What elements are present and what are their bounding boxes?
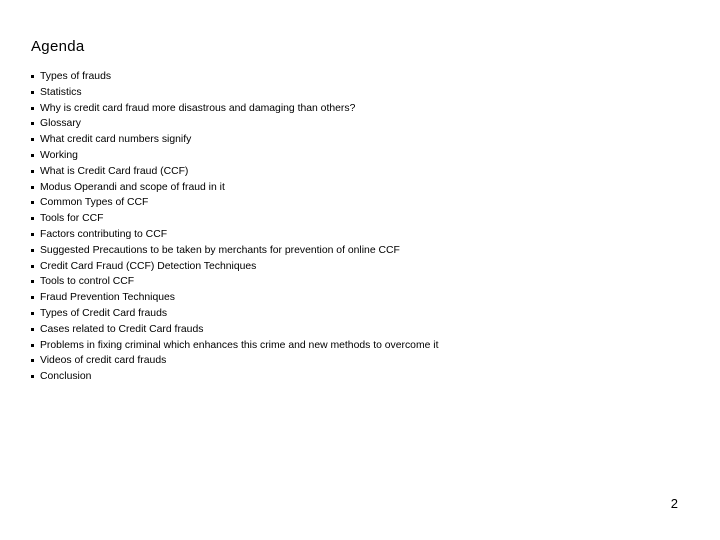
agenda-item <box>31 227 438 243</box>
bullet-icon <box>31 91 34 94</box>
agenda-item-text: Conclusion <box>40 371 92 383</box>
bullet-icon <box>31 265 34 268</box>
page-number: 2 <box>670 496 678 511</box>
agenda-item-text: Types of Credit Card frauds <box>40 307 168 319</box>
bullet-icon <box>31 201 34 204</box>
bullet-icon <box>31 312 34 315</box>
bullet-icon <box>31 233 34 236</box>
agenda-item <box>31 322 438 338</box>
agenda-item <box>31 164 438 180</box>
agenda-item <box>31 306 438 322</box>
agenda-item-text: Suggested Precautions to be taken by merchants for prevention of online CCF <box>40 244 400 256</box>
agenda-item-text: What is Credit Card fraud (CCF) <box>40 165 189 177</box>
agenda-item <box>31 148 438 164</box>
slide-title: Agenda <box>31 38 85 55</box>
bullet-icon <box>31 375 34 378</box>
bullet-icon <box>31 170 34 173</box>
agenda-item-text: Cases related to Credit Card frauds <box>40 323 204 335</box>
agenda-item-text: Why is credit card fraud more disastrous and damaging than others? <box>40 102 356 114</box>
agenda-item-text: Tools to control CCF <box>40 276 135 288</box>
bullet-icon <box>31 107 34 110</box>
agenda-item <box>31 101 438 117</box>
agenda-item <box>31 211 438 227</box>
agenda-item <box>31 243 438 259</box>
bullet-icon <box>31 328 34 331</box>
bullet-icon <box>31 138 34 141</box>
agenda-item <box>31 195 438 211</box>
agenda-item-text: What credit card numbers signify <box>40 134 192 146</box>
agenda-item <box>31 338 438 354</box>
agenda-item-text: Credit Card Fraud (CCF) Detection Techniques <box>40 260 257 272</box>
agenda-item <box>31 132 438 148</box>
agenda-item <box>31 180 438 196</box>
agenda-item <box>31 290 438 306</box>
bullet-icon <box>31 154 34 157</box>
agenda-item-text: Fraud Prevention Techniques <box>40 292 175 304</box>
agenda-list <box>31 69 438 385</box>
agenda-item <box>31 259 438 275</box>
agenda-item-text: Statistics <box>40 86 82 98</box>
agenda-item <box>31 274 438 290</box>
agenda-item-text: Videos of credit card frauds <box>40 355 167 367</box>
agenda-item-text: Working <box>40 149 78 161</box>
bullet-icon <box>31 75 34 78</box>
bullet-icon <box>31 122 34 125</box>
bullet-icon <box>31 217 34 220</box>
agenda-item-text: Factors contributing to CCF <box>40 228 168 240</box>
agenda-item <box>31 85 438 101</box>
bullet-icon <box>31 186 34 189</box>
agenda-item <box>31 116 438 132</box>
agenda-item <box>31 69 438 85</box>
agenda-item-text: Problems in fixing criminal which enhances this crime and new methods to overcome it <box>40 339 439 351</box>
agenda-item-text: Modus Operandi and scope of fraud in it <box>40 181 225 193</box>
agenda-item-text: Common Types of CCF <box>40 197 149 209</box>
bullet-icon <box>31 296 34 299</box>
bullet-icon <box>31 344 34 347</box>
agenda-item-text: Types of frauds <box>40 71 112 82</box>
agenda-item-text: Glossary <box>40 118 81 130</box>
agenda-item <box>31 353 438 369</box>
agenda-item <box>31 369 438 385</box>
agenda-item-text: Tools for CCF <box>40 213 104 225</box>
bullet-icon <box>31 359 34 362</box>
bullet-icon <box>31 249 34 252</box>
bullet-icon <box>31 280 34 283</box>
